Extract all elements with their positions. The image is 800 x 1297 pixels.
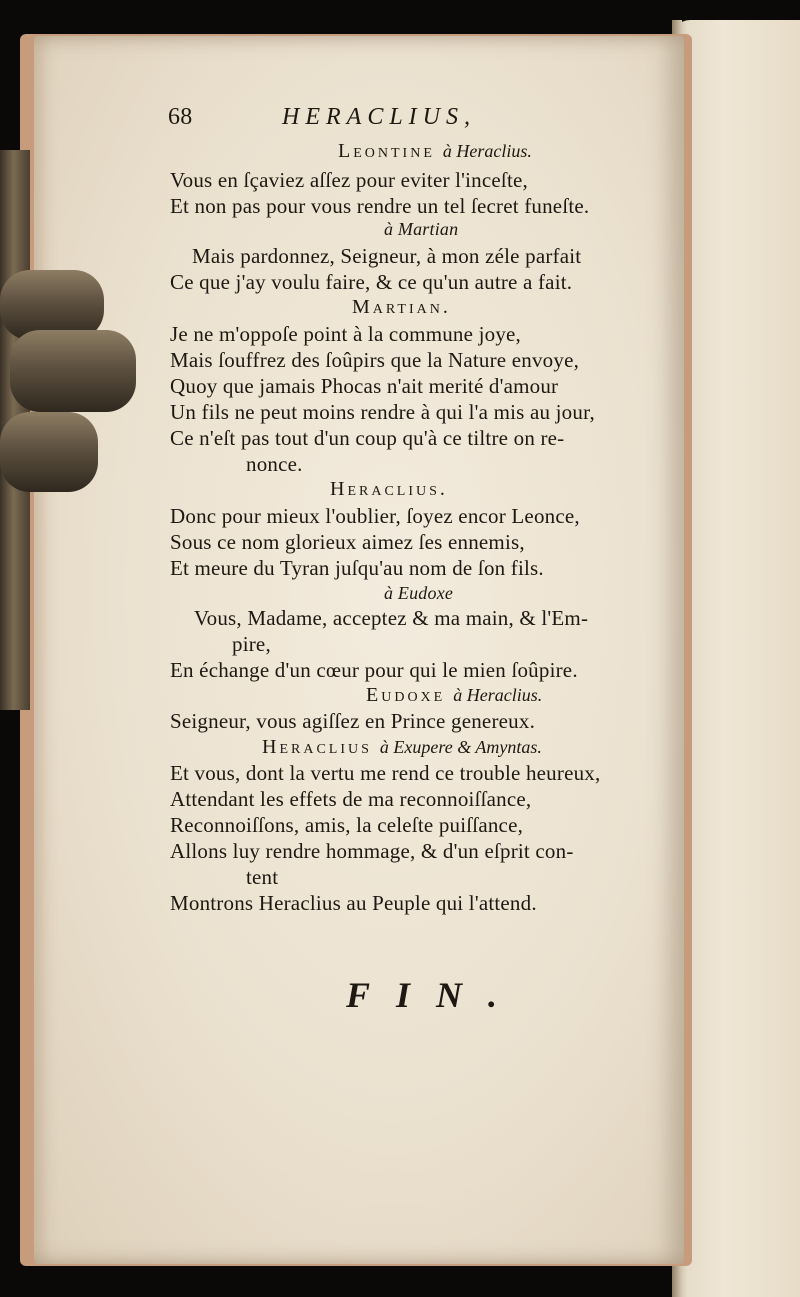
verse-line: Vous, Madame, acceptez & ma main, & l'Em- [194,606,589,630]
verse-line: Vous en ſçaviez aſſez pour eviter l'inceſte, [170,168,528,192]
verse-line: Donc pour mieux l'oublier, ſoyez encor Leonce, [170,504,580,528]
verse-line: Montrons Heraclius au Peuple qui l'attend. [170,891,537,915]
verse-line: Allons luy rendre hommage, & d'un eſprit con- [170,839,574,863]
verse-line: En échange d'un cœur pour qui le mien ſoûpire. [170,658,578,682]
verse-line: Et meure du Tyran juſqu'au nom de ſon fils. [170,556,544,580]
page-number: 68 [168,104,193,130]
verse-line: Seigneur, vous agiſſez en Prince genereux. [170,709,536,733]
speaker-heading: Martian. [352,296,451,318]
speaker-name: Eudoxe [366,684,446,706]
running-title: HERACLIUS, [282,104,476,130]
verse-line: Et vous, dont la vertu me rend ce trouble heureux, [170,761,601,785]
stage-direction: à Heraclius. [453,685,543,705]
speaker-heading [338,138,532,164]
verse-line: tent [246,865,279,889]
speaker-heading: Heraclius. [330,478,448,500]
verse-line: Et non pas pour vous rendre un tel ſecret funeſte. [170,194,590,218]
speaker-heading [262,734,542,760]
verse-line: Attendant les effets de ma reconnoiſſance, [170,787,532,811]
end-mark: FIN. [346,975,524,1015]
speaker-name: Leontine [338,140,435,162]
verse-line: nonce. [246,452,303,476]
verse-line: Reconnoiſſons, amis, la celeſte puiſſance, [170,813,524,837]
verse-line: Mais pardonnez, Seigneur, à mon zéle parfait [192,244,582,268]
stage-direction: à Heraclius. [442,141,532,161]
verse-line: Ce n'eſt pas tout d'un coup qu'à ce tiltre on re- [170,426,565,450]
stage-direction: à Exupere & Amyntas. [379,737,542,757]
speaker-heading [366,682,542,708]
verse-line: Ce que j'ay voulu faire, & ce qu'un autre a fait. [170,270,573,294]
verse-line: Mais ſouffrez des ſoûpirs que la Nature envoye, [170,348,580,372]
stage-direction: à Eudoxe [384,583,454,603]
speaker-name: Heraclius [262,736,372,758]
verse-line: Sous ce nom glorieux aimez ſes ennemis, [170,530,525,554]
verse-line: Je ne m'oppoſe point à la commune joye, [170,322,521,346]
verse-line: Quoy que jamais Phocas n'ait merité d'amour [170,374,559,398]
stage-direction: à Martian [384,219,459,239]
verse-line: pire, [232,632,271,656]
verse-line: Un fils ne peut moins rendre à qui l'a mis au jour, [170,400,595,424]
